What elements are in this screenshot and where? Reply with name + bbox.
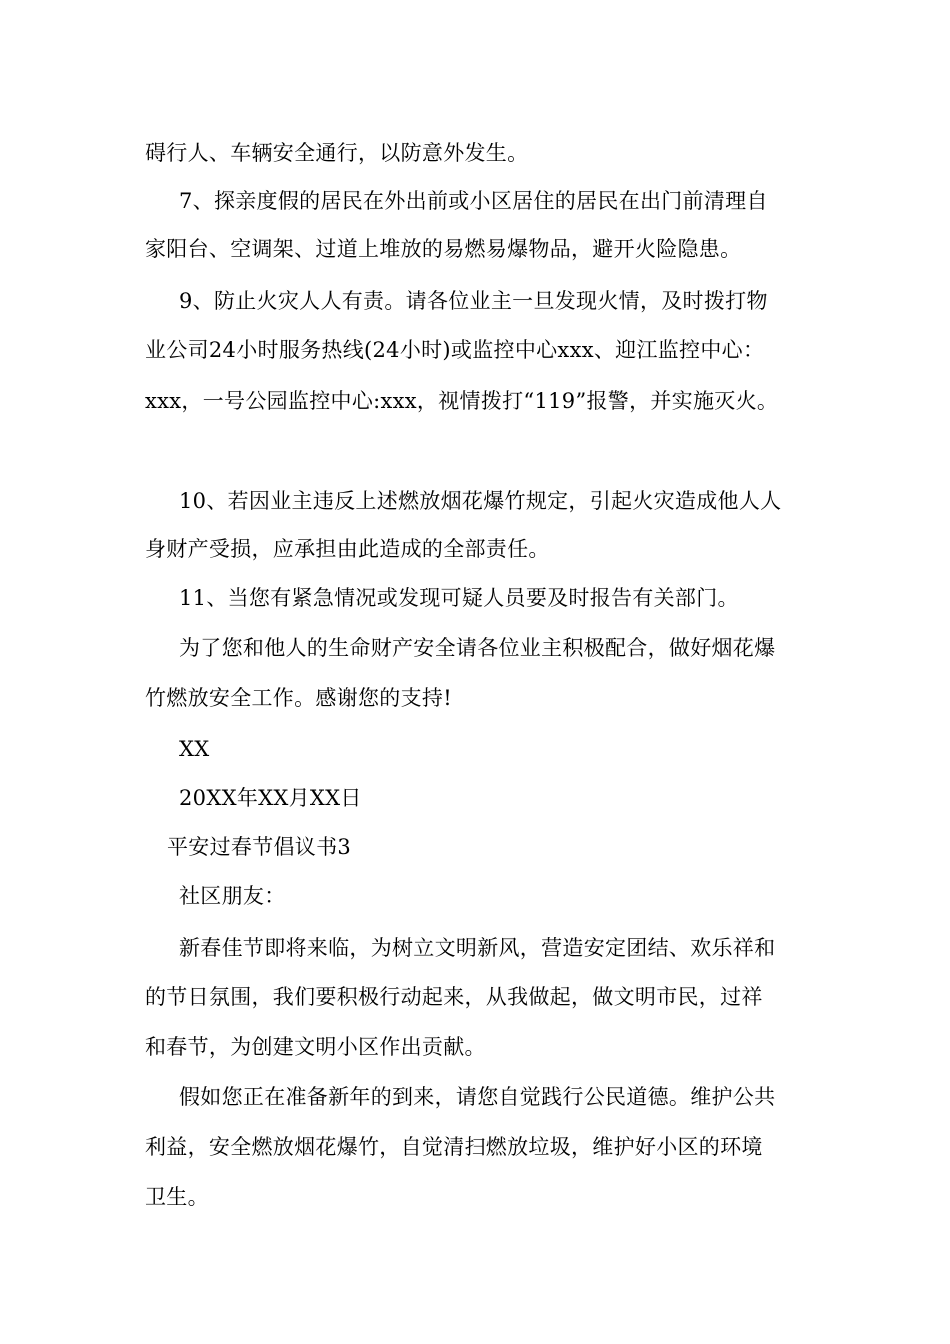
closing-line-1: 为了您和他人的生命财产安全请各位业主积极配合，做好烟花爆 (179, 636, 776, 660)
item-7-line-1: 7、探亲度假的居民在外出前或小区居住的居民在出门前清理自 (179, 189, 768, 213)
section-title: 平安过春节倡议书3 (167, 835, 352, 859)
item-9-line-3: xxx，一号公园监控中心:xxx，视情拨打“119”报警，并实施灭火。 (145, 389, 779, 413)
signature-name: XX (179, 737, 210, 761)
paragraph-1-line-3: 和春节，为创建文明小区作出贡献。 (145, 1035, 486, 1059)
item-10-line-1: 10、若因业主违反上述燃放烟花爆竹规定，引起火灾造成他人人 (179, 489, 782, 513)
text-line-continuation: 碍行人、车辆安全通行，以防意外发生。 (145, 141, 529, 165)
item-9-line-2: 业公司24小时服务热线(24小时)或监控中心xxx、迎江监控中心： (145, 338, 765, 362)
paragraph-1-line-2: 的节日氛围，我们要积极行动起来，从我做起，做文明市民，过祥 (145, 985, 763, 1009)
closing-line-2: 竹燃放安全工作。感谢您的支持! (145, 686, 452, 710)
item-7-line-2: 家阳台、空调架、过道上堆放的易燃易爆物品，避开火险隐患。 (145, 237, 742, 261)
salutation: 社区朋友： (179, 884, 286, 908)
item-9-line-1: 9、防止火灾人人有责。请各位业主一旦发现火情，及时拨打物 (179, 289, 768, 313)
paragraph-2-line-3: 卫生。 (145, 1185, 209, 1209)
paragraph-1-line-1: 新春佳节即将来临，为树立文明新风，营造安定团结、欢乐祥和 (179, 936, 776, 960)
signature-date: 20XX年XX月XX日 (179, 786, 362, 810)
paragraph-2-line-2: 利益，安全燃放烟花爆竹，自觉清扫燃放垃圾，维护好小区的环境 (145, 1135, 763, 1159)
item-11-line-1: 11、当您有紧急情况或发现可疑人员要及时报告有关部门。 (179, 586, 739, 610)
item-10-line-2: 身财产受损，应承担由此造成的全部责任。 (145, 537, 550, 561)
paragraph-2-line-1: 假如您正在准备新年的到来，请您自觉践行公民道德。维护公共 (179, 1085, 776, 1109)
